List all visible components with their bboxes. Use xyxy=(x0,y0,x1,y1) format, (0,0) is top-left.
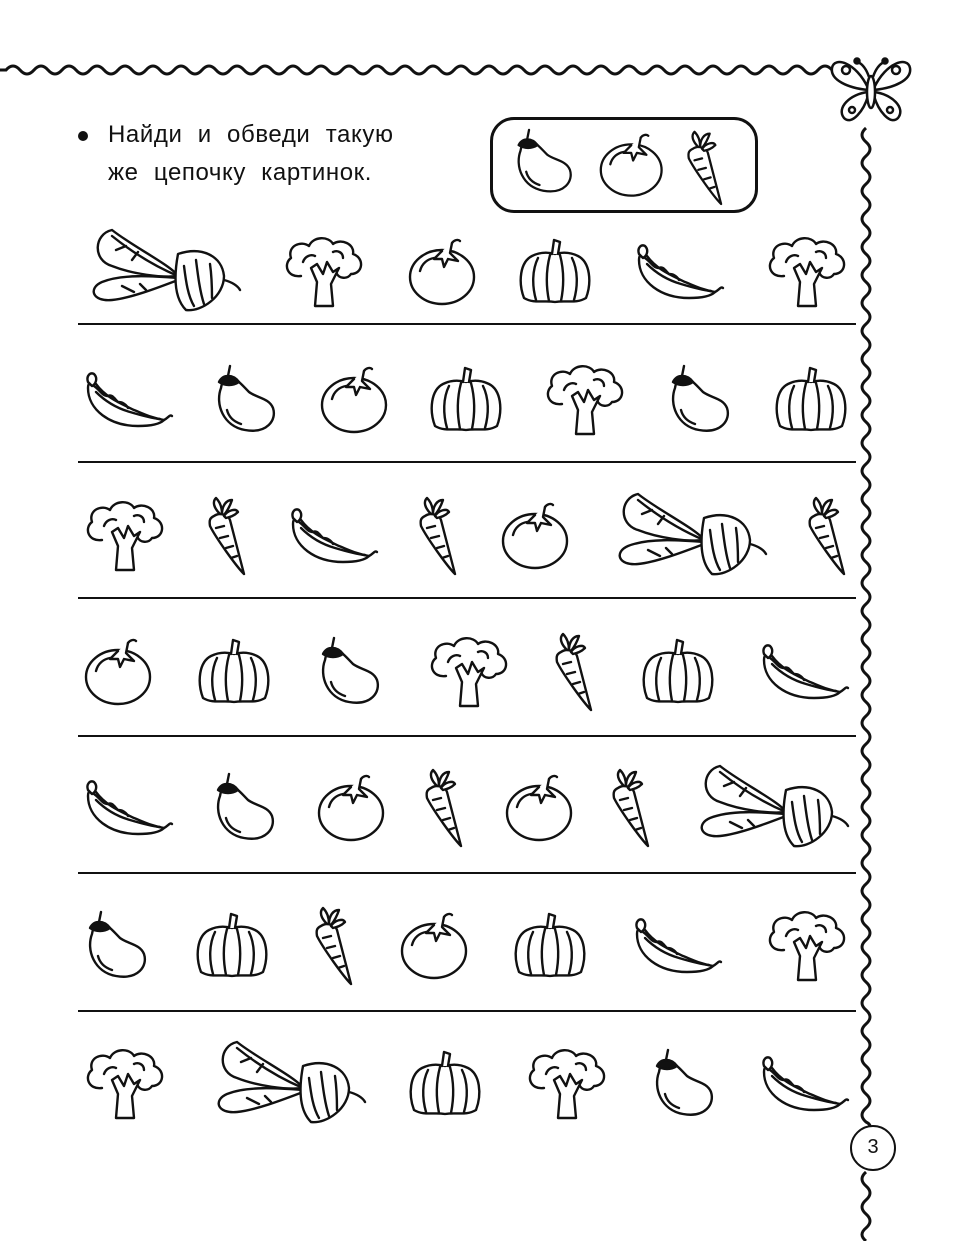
butterfly-icon xyxy=(826,44,916,139)
carrot-icon xyxy=(553,630,597,719)
peapod-icon xyxy=(287,504,379,573)
pumpkin-icon xyxy=(193,910,271,987)
bullet-dot xyxy=(78,131,88,141)
beet-icon xyxy=(690,762,850,859)
pumpkin-icon xyxy=(511,910,589,987)
eggplant-icon xyxy=(315,636,385,713)
tomato-icon xyxy=(318,365,390,440)
row-divider xyxy=(78,872,856,874)
tomato-icon xyxy=(499,501,571,576)
pumpkin-icon xyxy=(427,364,505,441)
row-divider xyxy=(78,461,856,463)
peapod-icon xyxy=(82,368,174,437)
tomato-icon xyxy=(315,773,387,848)
vegetable-row xyxy=(78,758,856,858)
row-divider xyxy=(78,597,856,599)
broccoli-icon xyxy=(82,1044,168,1129)
beet-icon xyxy=(207,1038,367,1135)
broccoli-icon xyxy=(281,232,367,317)
tomato-icon xyxy=(406,237,478,312)
vegetable-row xyxy=(78,622,856,722)
peapod-icon xyxy=(758,640,850,709)
vegetable-row xyxy=(78,1034,856,1134)
vegetable-row xyxy=(78,896,856,996)
broccoli-icon xyxy=(542,360,628,445)
task-instruction xyxy=(78,116,438,192)
instruction-line-1: Найди и обведи такую xyxy=(108,121,394,148)
row-divider xyxy=(78,735,856,737)
carrot-icon xyxy=(206,494,250,583)
page-number: 3 xyxy=(850,1125,896,1171)
carrot-icon xyxy=(417,494,461,583)
pumpkin-icon xyxy=(406,1048,484,1125)
broccoli-icon xyxy=(82,496,168,581)
broccoli-icon xyxy=(764,906,850,991)
row-divider xyxy=(78,323,856,325)
vegetable-row xyxy=(78,486,856,586)
pumpkin-icon xyxy=(639,636,717,713)
carrot-icon xyxy=(685,128,727,213)
eggplant-icon xyxy=(210,772,280,849)
vegetable-row xyxy=(78,222,856,322)
broccoli-icon xyxy=(524,1044,610,1129)
tomato-icon xyxy=(503,773,575,848)
row-divider xyxy=(78,1010,856,1012)
beet-icon xyxy=(82,226,242,323)
pumpkin-icon xyxy=(516,236,594,313)
carrot-icon xyxy=(610,766,654,855)
broccoli-icon xyxy=(426,632,512,717)
carrot-icon xyxy=(806,494,850,583)
instruction-line-2: же цепочку картинок. xyxy=(108,159,373,186)
beet-icon xyxy=(608,490,768,587)
pumpkin-icon xyxy=(195,636,273,713)
tomato-icon xyxy=(82,637,154,712)
tomato-icon xyxy=(398,911,470,986)
sample-chain-box xyxy=(490,117,758,213)
pumpkin-icon xyxy=(772,364,850,441)
eggplant-icon xyxy=(511,128,578,201)
peapod-icon xyxy=(631,914,723,983)
peapod-icon xyxy=(758,1052,850,1121)
peapod-icon xyxy=(82,776,174,845)
eggplant-icon xyxy=(211,364,281,441)
vegetable-row xyxy=(78,350,856,450)
eggplant-icon xyxy=(649,1048,719,1125)
eggplant-icon xyxy=(82,910,152,987)
peapod-icon xyxy=(633,240,725,309)
broccoli-icon xyxy=(764,232,850,317)
carrot-icon xyxy=(423,766,467,855)
carrot-icon xyxy=(313,904,357,993)
tomato-icon xyxy=(597,132,665,203)
eggplant-icon xyxy=(665,364,735,441)
